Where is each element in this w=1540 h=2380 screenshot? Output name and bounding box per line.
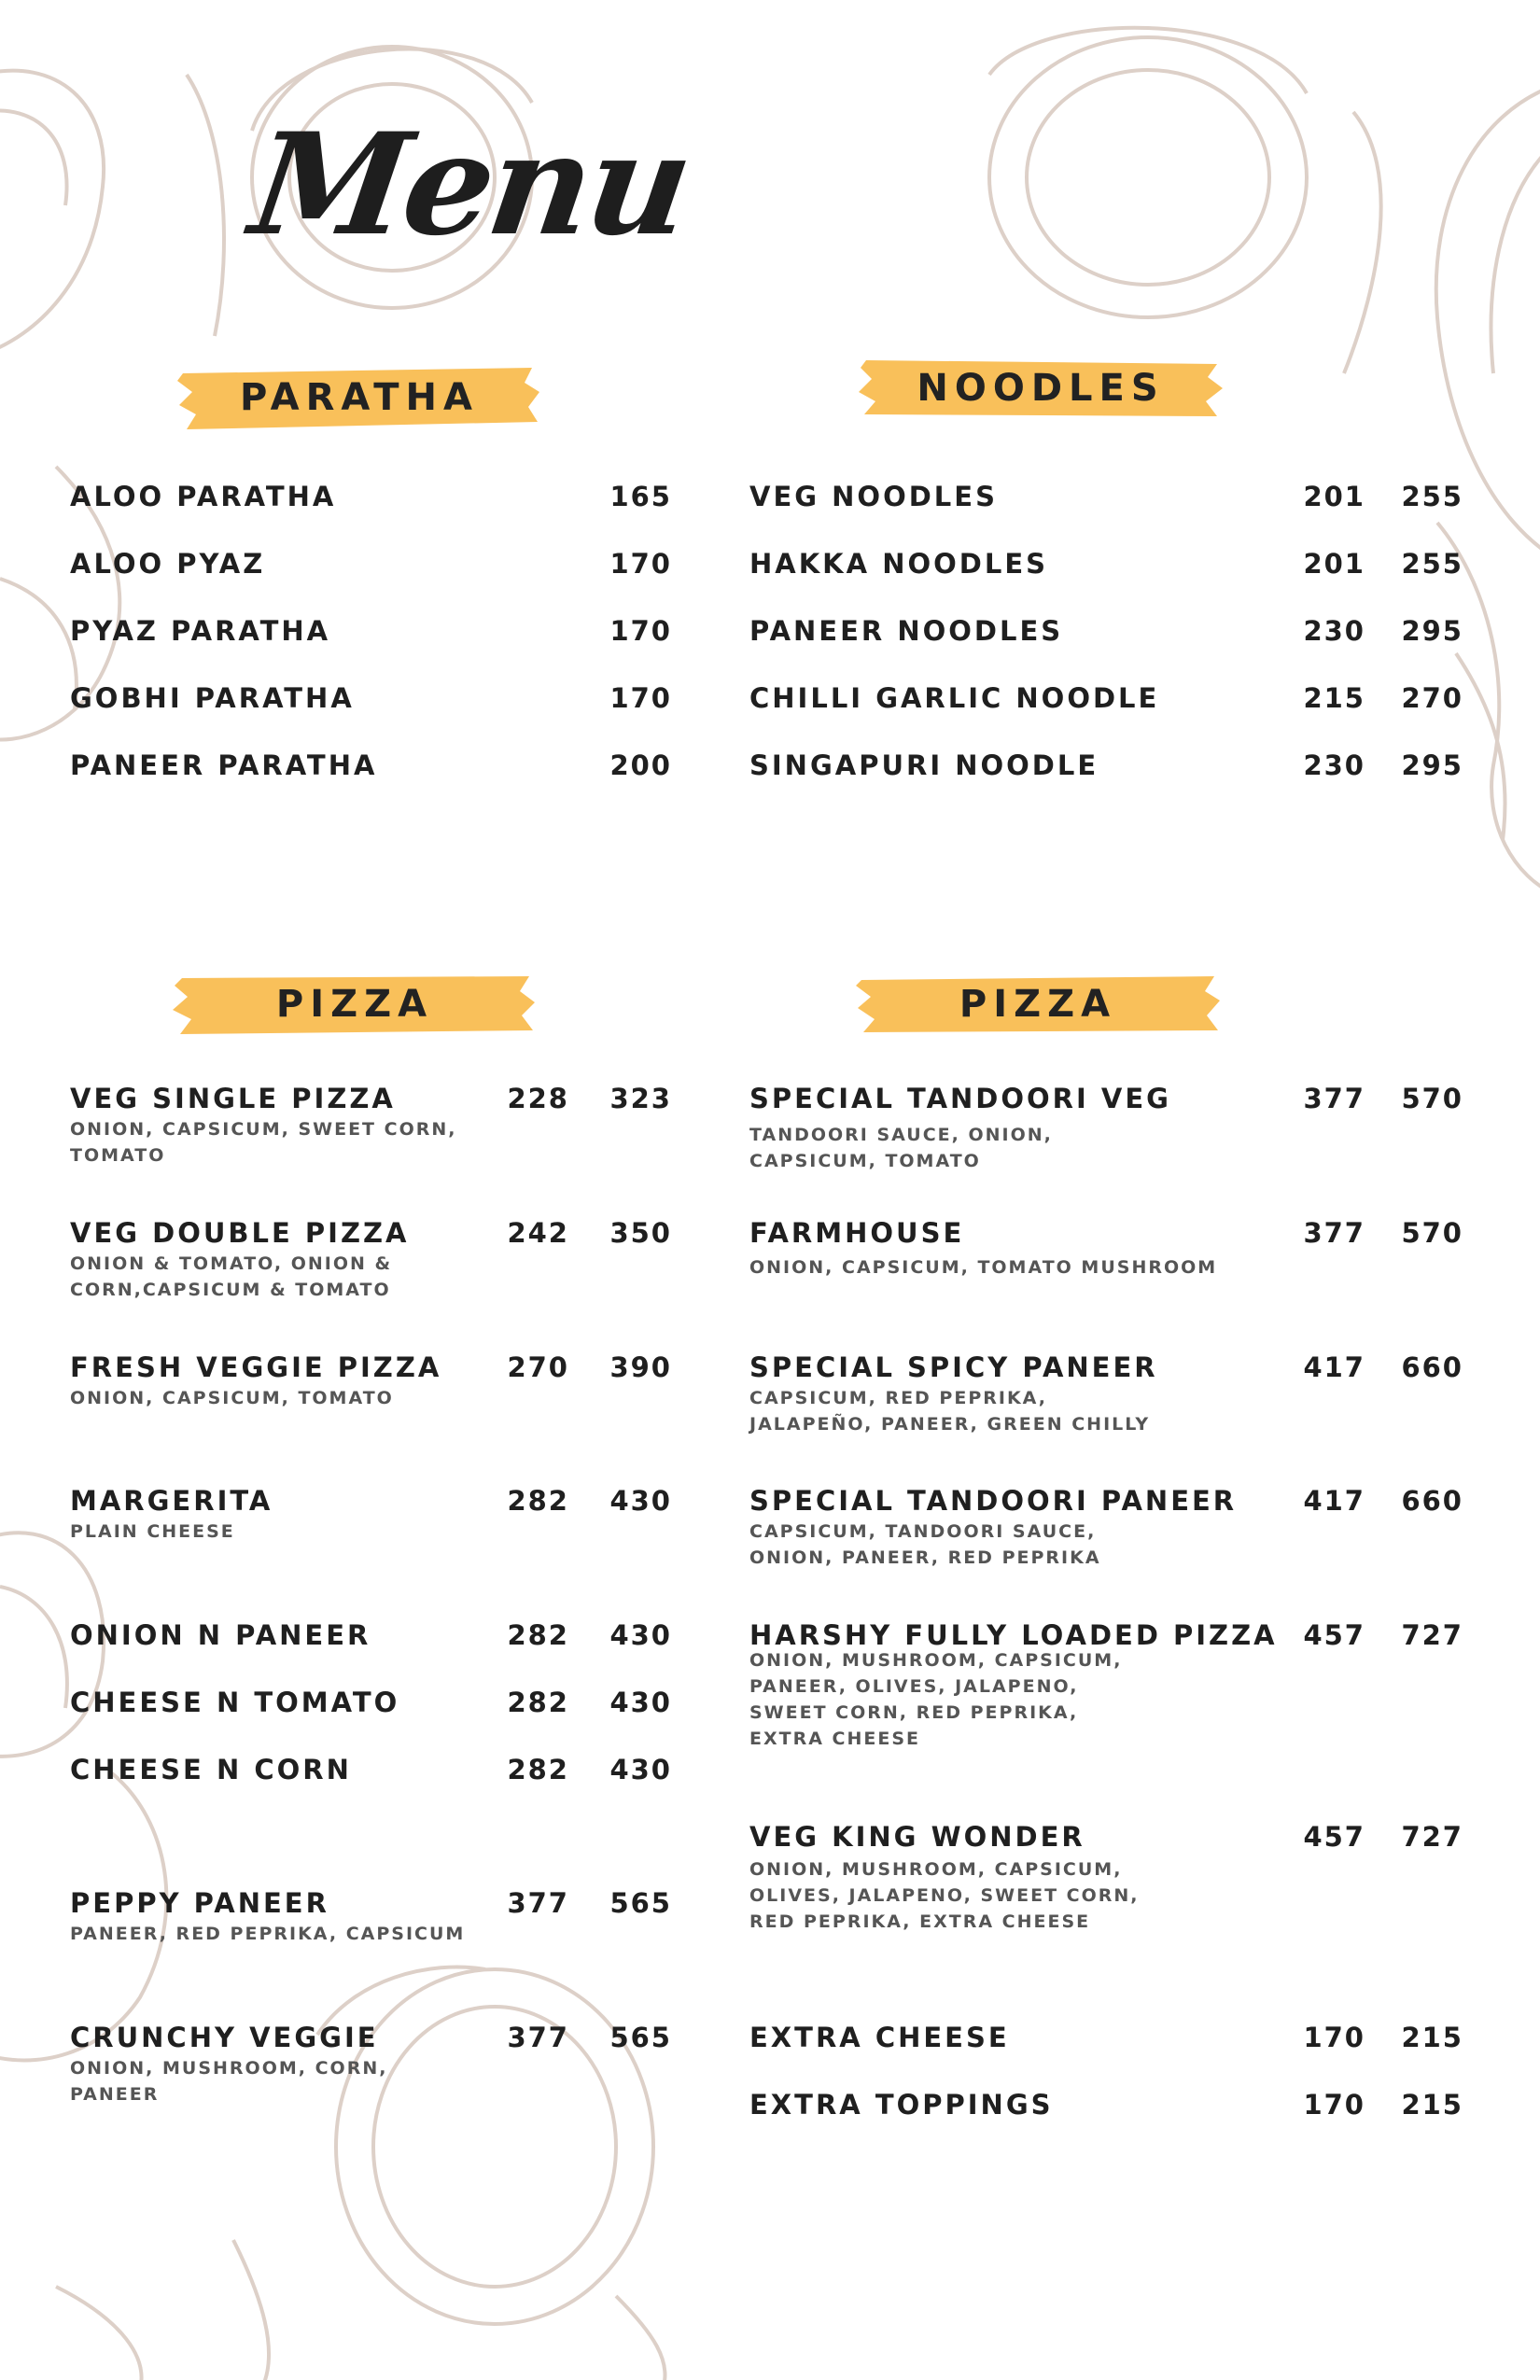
item-description: ONION & TOMATO, ONION & CORN,CAPSICUM & TOMATO: [70, 1253, 393, 1300]
item-price-large: 570: [1401, 1217, 1463, 1249]
item-price-regular: 377: [1303, 1217, 1365, 1249]
item-name: GOBHI PARATHA: [70, 682, 355, 714]
item-price-large: 660: [1401, 1351, 1463, 1383]
item-name: CHILLI GARLIC NOODLE: [749, 682, 1160, 714]
pizza-right-heading: [856, 971, 1220, 1038]
item-name: SPECIAL TANDOORI PANEER: [749, 1485, 1238, 1517]
item-name: CHEESE N CORN: [70, 1754, 352, 1785]
item-name: PANEER PARATHA: [70, 749, 378, 781]
item-description: TANDOORI SAUCE, ONION, CAPSICUM, TOMATO: [749, 1125, 1053, 1171]
item-price-large: 565: [609, 1887, 672, 1919]
item-price: 170: [609, 548, 672, 580]
item-name: EXTRA TOPPINGS: [749, 2089, 1054, 2121]
item-description: ONION, CAPSICUM, TOMATO MUSHROOM: [749, 1257, 1218, 1278]
item-price-large: 270: [1401, 682, 1463, 714]
item-price-large: 215: [1401, 2089, 1463, 2121]
item-price-large: 255: [1401, 548, 1463, 580]
noodles-heading-label: NOODLES: [917, 367, 1165, 410]
item-price-regular: 230: [1303, 749, 1365, 781]
item-price-regular: 282: [507, 1485, 569, 1517]
item-price-regular: 377: [1303, 1083, 1365, 1114]
item-price: 170: [609, 682, 672, 714]
item-price-large: 390: [609, 1351, 672, 1383]
item-name: VEG KING WONDER: [749, 1821, 1085, 1853]
item-price-regular: 270: [507, 1351, 569, 1383]
item-price-regular: 215: [1303, 682, 1365, 714]
item-name: PEPPY PANEER: [70, 1887, 329, 1919]
paratha-heading-label: PARATHA: [240, 376, 479, 419]
paratha-heading: [177, 364, 541, 431]
item-price-large: 660: [1401, 1485, 1463, 1517]
item-price-large: 323: [609, 1083, 672, 1114]
item-price: 165: [609, 481, 672, 512]
item-price-large: 350: [609, 1217, 672, 1249]
item-price-regular: 282: [507, 1754, 569, 1785]
item-price-regular: 417: [1303, 1351, 1365, 1383]
item-name: EXTRA CHEESE: [749, 2022, 1010, 2053]
item-price-regular: 170: [1303, 2022, 1365, 2053]
item-price-regular: 230: [1303, 615, 1365, 647]
item-description: ONION, CAPSICUM, SWEET CORN, TOMATO: [70, 1119, 457, 1166]
item-price-large: 295: [1401, 615, 1463, 647]
item-price-regular: 282: [507, 1687, 569, 1718]
item-price-large: 570: [1401, 1083, 1463, 1114]
item-name: FARMHOUSE: [749, 1217, 965, 1249]
pizza-right-heading-label: PIZZA: [959, 983, 1117, 1026]
item-description: PLAIN CHEESE: [70, 1521, 235, 1542]
item-price-regular: 201: [1303, 548, 1365, 580]
item-price-large: 727: [1401, 1821, 1463, 1853]
item-price: 170: [609, 615, 672, 647]
item-name: ONION N PANEER: [70, 1619, 371, 1651]
item-price-large: 295: [1401, 749, 1463, 781]
item-price: 200: [609, 749, 672, 781]
item-name: MARGERITA: [70, 1485, 273, 1517]
item-name: SPECIAL SPICY PANEER: [749, 1351, 1158, 1383]
item-price-regular: 377: [507, 1887, 569, 1919]
item-price-large: 430: [609, 1754, 672, 1785]
noodles-heading: [859, 355, 1223, 422]
item-name: HAKKA NOODLES: [749, 548, 1049, 580]
item-description: ONION, CAPSICUM, TOMATO: [70, 1388, 394, 1408]
item-name: FRESH VEGGIE PIZZA: [70, 1351, 442, 1383]
item-price-large: 430: [609, 1485, 672, 1517]
item-description: CAPSICUM, RED PEPRIKA, JALAPEÑO, PANEER, GREEN CHILLY: [749, 1388, 1151, 1435]
item-price-regular: 377: [507, 2022, 569, 2053]
item-name: ALOO PYAZ: [70, 548, 266, 580]
item-name: VEG DOUBLE PIZZA: [70, 1217, 410, 1249]
item-price-regular: 201: [1303, 481, 1365, 512]
item-name: SPECIAL TANDOORI VEG: [749, 1083, 1171, 1114]
item-description: PANEER, RED PEPRIKA, CAPSICUM: [70, 1924, 466, 1944]
item-price-regular: 457: [1303, 1619, 1365, 1651]
item-description: CAPSICUM, TANDOORI SAUCE, ONION, PANEER, RED PEPRIKA: [749, 1521, 1101, 1568]
item-name: HARSHY FULLY LOADED PIZZA: [749, 1619, 1278, 1651]
item-price-large: 215: [1401, 2022, 1463, 2053]
item-name: CHEESE N TOMATO: [70, 1687, 400, 1718]
item-description: ONION, MUSHROOM, CAPSICUM, PANEER, OLIVES, JALAPENO, SWEET CORN, RED PEPRIKA, EXTRA CHEESE: [749, 1650, 1123, 1749]
item-name: SINGAPURI NOODLE: [749, 749, 1099, 781]
pizza-left-heading: [173, 971, 537, 1038]
item-price-regular: 417: [1303, 1485, 1365, 1517]
item-price-regular: 242: [507, 1217, 569, 1249]
item-price-large: 255: [1401, 481, 1463, 512]
item-name: VEG SINGLE PIZZA: [70, 1083, 396, 1114]
item-name: VEG NOODLES: [749, 481, 998, 512]
menu-title: Menu: [242, 103, 698, 267]
item-price-large: 430: [609, 1687, 672, 1718]
item-name: CRUNCHY VEGGIE: [70, 2022, 379, 2053]
item-price-large: 565: [609, 2022, 672, 2053]
item-name: ALOO PARATHA: [70, 481, 337, 512]
item-name: PYAZ PARATHA: [70, 615, 331, 647]
item-price-regular: 457: [1303, 1821, 1365, 1853]
item-name: PANEER NOODLES: [749, 615, 1064, 647]
pizza-left-heading-label: PIZZA: [275, 983, 434, 1026]
item-price-regular: 228: [507, 1083, 569, 1114]
item-description: ONION, MUSHROOM, CORN, PANEER: [70, 2058, 388, 2105]
item-price-regular: 282: [507, 1619, 569, 1651]
item-price-large: 430: [609, 1619, 672, 1651]
item-price-regular: 170: [1303, 2089, 1365, 2121]
item-price-large: 727: [1401, 1619, 1463, 1651]
item-description: ONION, MUSHROOM, CAPSICUM, OLIVES, JALAPENO, SWEET CORN, RED PEPRIKA, EXTRA CHEESE: [749, 1859, 1140, 1932]
